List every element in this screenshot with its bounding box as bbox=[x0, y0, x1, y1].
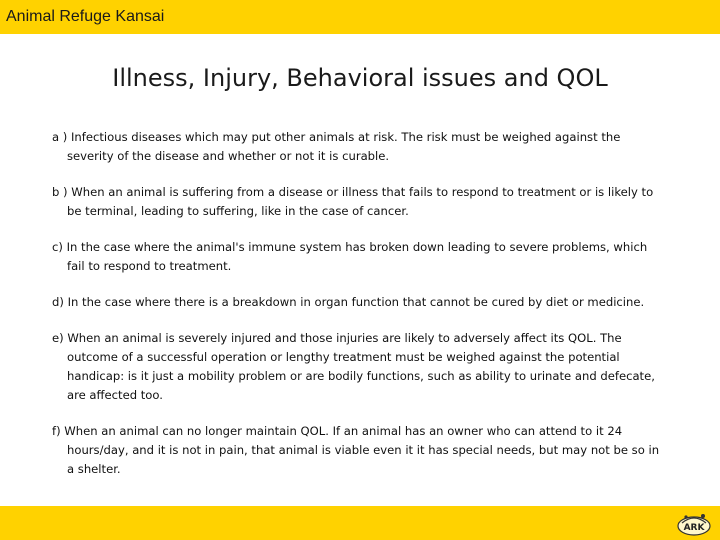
ark-logo-icon bbox=[676, 510, 712, 538]
header-bar bbox=[0, 0, 720, 34]
footer-bar bbox=[0, 506, 720, 540]
list-item-d: d) In the case where there is a breakdown in organ function that cannot be cured by diet or medicine. bbox=[52, 295, 645, 309]
list-item-f: f) When an animal can no longer maintain QOL. If an animal has an owner who can attend to it 24 hours/day, and it is not in pain, that animal is viable even it it has special needs, but may not be so in a shelter. bbox=[52, 424, 660, 476]
list-item-a: a ) Infectious diseases which may put other animals at risk. The risk must be weighed against the severity of the disease and whether or not it is curable. bbox=[52, 130, 621, 163]
list-item-e: e) When an animal is severely injured and those injuries are likely to adversely affect its QOL. The outcome of a successful operation or lengthy treatment must be weighed against the potential handicap: is it just a mobility problem or are bodily functions, such as ability to urinate and defecate, are affected too. bbox=[52, 331, 655, 402]
list-item-c: c) In the case where the animal's immune system has broken down leading to severe problems, which fail to respond to treatment. bbox=[52, 240, 648, 273]
ark-logo-text: ARK bbox=[683, 523, 705, 533]
list-item-b: b ) When an animal is suffering from a disease or illness that fails to respond to treatment or is likely to be terminal, leading to suffering, like in the case of cancer. bbox=[52, 185, 654, 218]
criteria-list bbox=[52, 128, 664, 496]
org-name: Animal Refuge Kansai bbox=[6, 8, 165, 25]
slide-title: Illness, Injury, Behavioral issues and QOL bbox=[112, 64, 608, 92]
